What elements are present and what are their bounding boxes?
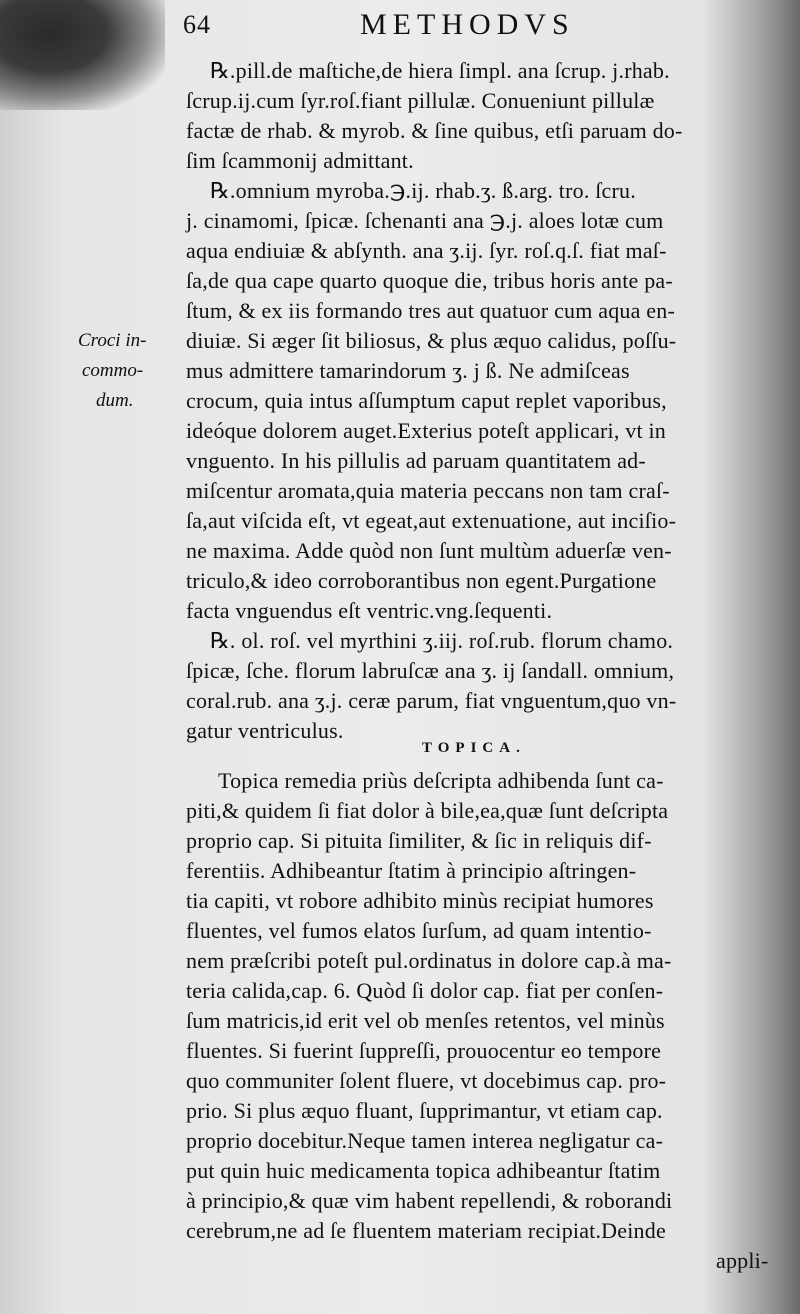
text-line: ſum matricis,id erit vel ob menſes retentos, vel minùs [186,1008,665,1033]
text-line: fluentes, vel fumos elatos ſurſum, ad quam intentio- [186,918,652,943]
text-line: tia capiti, vt robore adhibito minùs recipiat humores [186,888,654,913]
text-line: gatur ventriculus. [186,718,344,743]
text-line: j. cinamomi, ſpicæ. ſchenanti ana ℈.j. aloes lotæ cum [186,208,664,233]
text-line: teria calida,cap. 6. Quòd ſi dolor cap. fiat per conſen- [186,978,664,1003]
text-line: ne maxima. Adde quòd non ſunt multùm aduerſæ ven- [186,538,672,563]
text-line: crocum, quia intus aſſumptum caput replet vaporibus, [186,388,667,413]
text-line: factæ de rhab. & myrob. & ſine quibus, etſi paruam do- [186,118,683,143]
text-line: ideóque dolorem auget.Exterius poteſt applicari, vt in [186,418,666,443]
text-line: mus admittere tamarindorum ʒ. j ß. Ne admiſceas [186,358,630,383]
text-line: cerebrum,ne ad ſe fluentem materiam recipiat.Deinde [186,1218,666,1243]
text-line: ſcrup.ij.cum ſyr.roſ.fiant pillulæ. Conueniunt pillulæ [186,88,655,113]
text-line: ℞. ol. roſ. vel myrthini ʒ.iij. roſ.rub. florum chamo. [210,628,674,653]
text-line: nem præſcribi poteſt pul.ordinatus in dolore cap.à ma- [186,948,672,973]
text-line: prio. Si plus æquo fluant, ſupprimantur, vt etiam cap. [186,1098,663,1123]
text-line: ſa,de qua cape quarto quoque die, tribus horis ante pa- [186,268,673,293]
text-line: aqua endiuiæ & abſynth. ana ʒ.ij. ſyr. roſ.q.ſ. fiat maſ- [186,238,667,263]
text-line: quo communiter ſolent fluere, vt docebimus cap. pro- [186,1068,667,1093]
text-line: ſa,aut viſcida eſt, vt egeat,aut extenuatione, aut inciſio- [186,508,677,533]
text-line: facta vnguendus eſt ventric.vng.ſequenti. [186,598,553,623]
text-line: ℞.omnium myroba.℈.ij. rhab.ʒ. ß.arg. tro. ſcru. [210,178,636,203]
text-line: ferentiis. Adhibeantur ſtatim à principio aſtringen- [186,858,637,883]
text-line: diuiæ. Si æger ſit biliosus, & plus æquo calidus, poſſu- [186,328,677,353]
text-line: à principio,& quæ vim habent repellendi, & roborandi [186,1188,673,1213]
text-line: coral.rub. ana ʒ.j. ceræ parum, fiat vnguentum,quo vn- [186,688,677,713]
text-line: piti,& quidem ſi fiat dolor à bile,ea,quæ ſunt deſcripta [186,798,669,823]
text-line: fluentes. Si fuerint ſuppreſſi, prouocentur eo tempore [186,1038,662,1063]
page-number: 64 [183,10,211,39]
text-line: ℞.pill.de maſtiche,de hiera ſimpl. ana ſcrup. j.rhab. [210,58,670,83]
text-line: ſim ſcammonij admittant. [186,148,414,173]
text-line: vnguento. In his pillulis ad paruam quantitatem ad- [186,448,646,473]
text-line: triculo,& ideo corroborantibus non egent.Purgatione [186,568,657,593]
ink-stain [0,0,165,110]
text-line: proprio docebitur.Neque tamen interea negligatur ca- [186,1128,664,1153]
text-line: proprio cap. Si pituita ſimiliter, & ſic in reliquis dif- [186,828,652,853]
text-line: ſpicæ, ſche. florum labruſcæ ana ʒ. ij ſandall. omnium, [186,658,675,683]
text-line: put quin huic medicamenta topica adhibeantur ſtatim [186,1158,661,1183]
section-heading: TOPICA. [422,740,526,756]
running-head: METHODVS [360,8,575,41]
text-line: miſcentur aromata,quia materia peccans non tam craſ- [186,478,670,503]
text-line: Topica remedia priùs deſcripta adhibenda ſunt ca- [218,768,664,793]
text-line: appli- [716,1248,769,1273]
text-line: ſtum, & ex iis formando tres aut quatuor cum aqua en- [186,298,675,323]
margin-note-line: dum. [96,390,134,411]
margin-note-line: commo- [82,360,144,381]
margin-note-line: Croci in- [78,330,147,351]
